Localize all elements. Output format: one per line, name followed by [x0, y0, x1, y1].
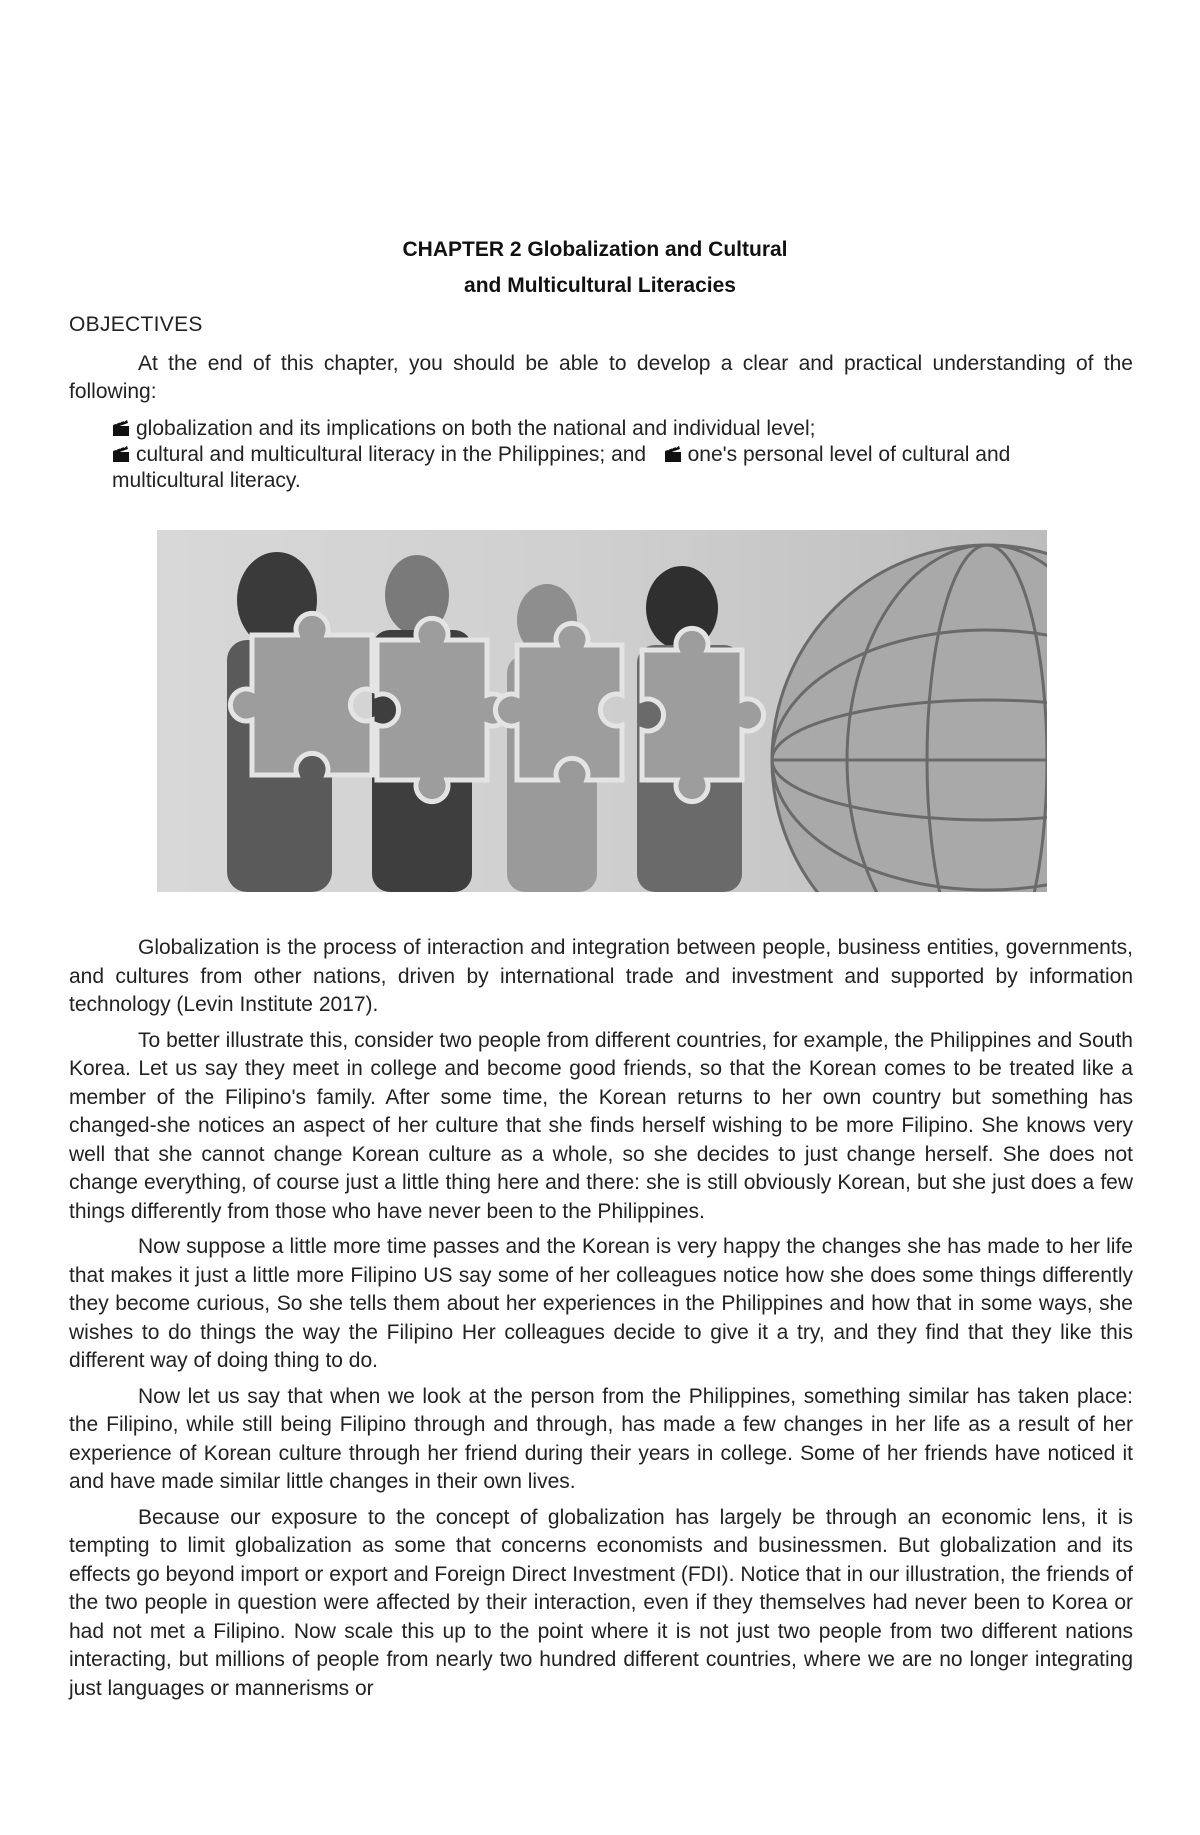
clapperboard-icon: [112, 445, 130, 463]
chapter-title-line-2: and Multicultural Literacies: [464, 274, 736, 297]
body-paragraph: Because our exposure to the concept of globalization has largely be through an economic lens, it is tempting to limit globalization as some that concerns economists and businessmen. But globalization and its effects go beyond import or export and Foreign Direct Investment (FDI). Notice that in our illustration, the friends of the two people in question were affected by their interaction, even if they themselves had never been to Korea or had not met a Filipino. Now scale this up to the point where it is not just two people from two different nations interacting, but millions of people from nearly two hundred different countries, where we are no longer integrating just languages or mannerisms or: [69, 1505, 1133, 1700]
chapter-title-line-1: CHAPTER 2 Globalization and Cultural: [402, 238, 788, 261]
chapter-photo: [157, 530, 1047, 892]
body-paragraph: Globalization is the process of interaction and integration between people, business entities, governments, and cultures from other nations, driven by international trade and investment and supported by information technology (Levin Institute 2017).: [69, 936, 1133, 1016]
objective-item-text: one's personal level of cultural and multicultural literacy.: [112, 443, 1011, 492]
objectives-heading: OBJECTIVES: [69, 313, 203, 336]
objective-item-text: globalization and its implications on both the national and individual level;: [136, 417, 816, 440]
body-text: [69, 934, 1133, 1703]
objective-item: [112, 442, 1012, 494]
body-paragraph: To better illustrate this, consider two people from different countries, for example, the Philippines and South Korea. Let us say they meet in college and become good friends, so that the Korean comes to be treated like a member of the Filipino's family. After some time, the Korean returns to her own country but something has changed-she notices an aspect of her culture that she finds herself wishing to be more Filipino. She knows very well that she cannot change Korean culture as a whole, so she decides to just change herself. She does not change everything, of course just a little thing here and there: she is still obviously Korean, but she just does a few things differently from those who have never been to the Philippines.: [69, 1028, 1133, 1223]
objectives-intro: At the end of this chapter, you should be able to develop a clear and practical understanding of the following:: [69, 352, 1133, 403]
objective-item-text: cultural and multicultural literacy in the Philippines; and: [136, 443, 647, 466]
objectives-list: [112, 416, 1012, 494]
objective-item: [112, 416, 1012, 442]
clapperboard-icon: [112, 419, 130, 437]
clapperboard-icon: [664, 445, 682, 463]
body-paragraph: Now let us say that when we look at the person from the Philippines, something similar has taken place: the Filipino, while still being Filipino through and through, has made a few changes in her life as a result of her experience of Korean culture through her friend during their years in college. Some of her friends have noticed it and have made similar little changes in their own lives.: [69, 1384, 1133, 1493]
body-paragraph: Now suppose a little more time passes and the Korean is very happy the changes she has made to her life that makes it just a little more Filipino US say some of her colleagues notice how she does some things differently they become curious, So she tells them about her experiences in the Philippines and how that in some ways, she wishes to do things the way the Filipino Her colleagues decide to give it a try, and they find that they like this different way of doing thing to do.: [69, 1235, 1133, 1372]
